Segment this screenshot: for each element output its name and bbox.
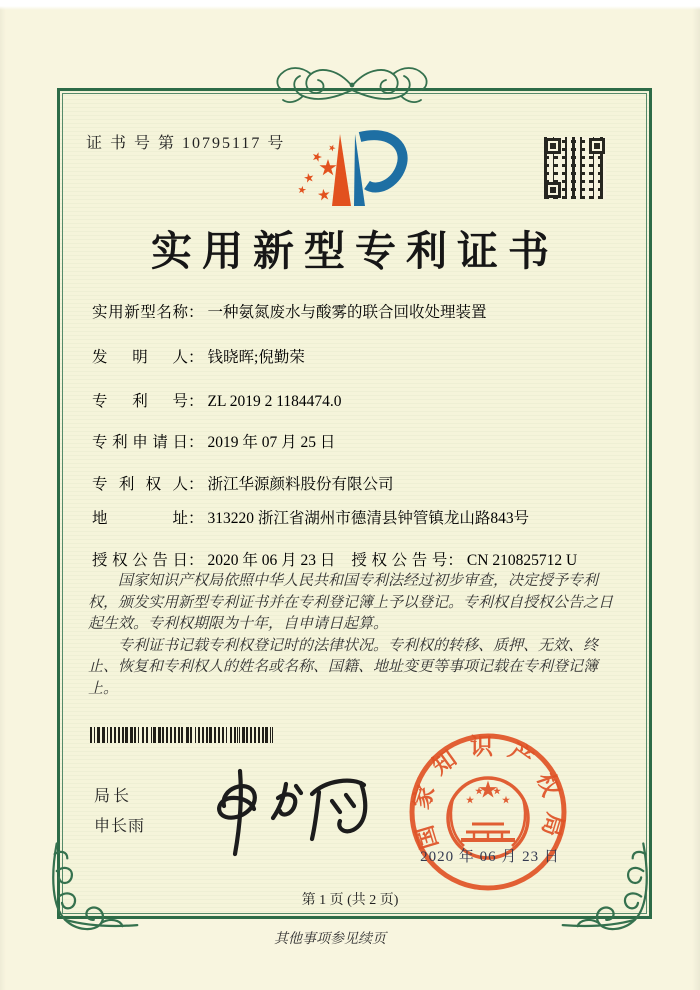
continuation-note: 其他事项参见续页 — [274, 932, 386, 947]
seal-agency-text: 国家知识产权局 — [408, 733, 568, 852]
certificate-number: 证 书 号 第 10795117 号 — [86, 135, 286, 152]
field-row-patent-number — [92, 389, 645, 411]
field-label: 实用新型名称 — [92, 304, 188, 321]
field-colon: ： — [188, 349, 204, 366]
page-number: 第 1 页 (共 2 页) — [301, 893, 399, 908]
field-label: 专利申请日 — [92, 434, 188, 451]
director-name: 申长雨 — [94, 818, 146, 835]
barcode — [90, 727, 273, 743]
certificate-title: 实用新型专利证书 — [151, 228, 559, 274]
field-value: CN 210825712 U — [466, 552, 578, 569]
field-value: 2020 年 06 月 23 日 — [207, 552, 336, 569]
qr-code — [544, 137, 606, 199]
legal-text-block — [88, 571, 623, 700]
director-title: 局长 — [94, 788, 133, 805]
seal-date: 2020 年 06 月 23 日 — [420, 849, 560, 865]
top-flourish-ornament-icon — [267, 64, 437, 108]
legal-paragraph-1: 国家知识产权局依照中华人民共和国专利法经过初步审查，决定授予专利权，颁发实用新型专利证书并在专利登记簿上予以登记。专利权自授权公告之日起生效。专利权期限为十年，自申请日起算。 — [88, 573, 614, 632]
field-label: 专利权人 — [92, 476, 188, 493]
field-label: 地址 — [92, 510, 188, 527]
field-label: 授权公告日 — [92, 552, 188, 569]
director-signature-handwriting-icon — [196, 764, 371, 862]
field-row-address — [92, 506, 645, 528]
field-row-patentee — [92, 472, 645, 494]
field-label: 授权公告号 — [351, 552, 448, 569]
field-value: 313220 浙江省湖州市德清县钟管镇龙山路843号 — [207, 510, 530, 527]
field-value: ZL 2019 2 1184474.0 — [207, 393, 342, 410]
field-colon: ： — [447, 552, 463, 569]
qr-finder-icon — [545, 182, 561, 198]
bottom-left-flourish-ornament-icon — [44, 835, 150, 941]
field-colon: ： — [188, 552, 204, 569]
field-label: 专利号 — [92, 393, 188, 410]
field-value: 钱晓晖;倪勤荣 — [207, 349, 305, 366]
field-colon: ： — [188, 304, 204, 321]
field-row-filing-date — [92, 430, 645, 452]
legal-paragraph-2: 专利证书记载专利权登记时的法律状况。专利权的转移、质押、无效、终止、恢复和专利权人的姓名或名称、国籍、地址变更等事项记载在专利登记簿上。 — [88, 637, 599, 697]
qr-finder-icon — [589, 138, 605, 154]
field-label: 发明人 — [92, 349, 188, 366]
field-colon: ： — [188, 434, 204, 451]
cnipa-logo-icon — [278, 128, 453, 218]
field-value: 浙江华源颜料股份有限公司 — [207, 476, 394, 493]
field-colon: ： — [188, 476, 204, 493]
qr-finder-icon — [545, 138, 561, 154]
field-value: 一种氨氮废水与酸雾的联合回收处理装置 — [207, 304, 487, 321]
field-row-name — [92, 300, 645, 322]
cnipa-official-seal — [406, 730, 570, 894]
field-colon: ： — [188, 393, 204, 410]
field-value: 2019 年 07 月 25 日 — [207, 434, 336, 451]
field-colon: ： — [188, 510, 204, 527]
field-row-grant — [92, 548, 645, 570]
field-row-inventor — [92, 345, 645, 367]
